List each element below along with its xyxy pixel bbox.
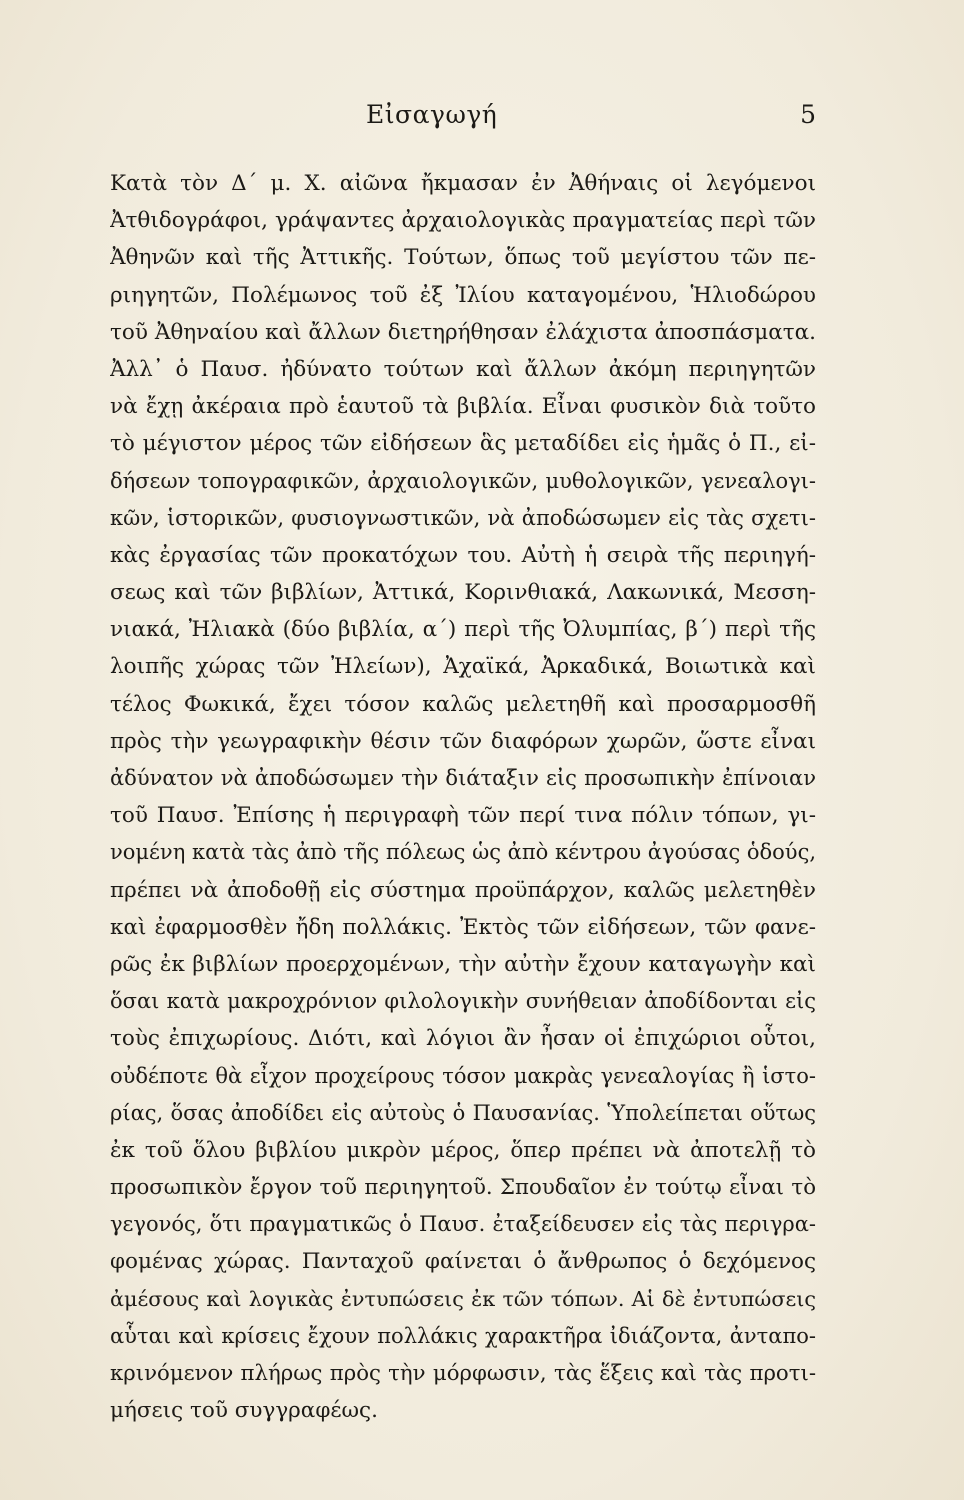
page-header <box>110 100 816 140</box>
text-line: Ἀλλ᾽ ὁ Παυσ. ἠδύνατο τούτων καὶ ἄλλων ἀκόμη περιηγητῶν <box>110 356 816 382</box>
text-line: κῶν, ἱστορικῶν, φυσιογνωστικῶν, νὰ ἀποδώσωμεν εἰς τὰς σχετι- <box>110 505 816 530</box>
text-line: τοὺς ἐπιχωρίους. Διότι, καὶ λόγιοι ἂν ἦσαν οἱ ἐπιχώριοι οὗτοι, <box>110 1026 816 1052</box>
text-line: προσωπικὸν ἔργον τοῦ περιηγητοῦ. Σπουδαῖον ἐν τούτῳ εἶναι τὸ <box>110 1175 816 1201</box>
text-line: κρινόμενον πλήρως πρὸς τὴν μόρφωσιν, τὰς ἕξεις καὶ τὰς προτι- <box>110 1361 816 1386</box>
text-line: αὗται καὶ κρίσεις ἔχουν πολλάκις χαρακτῆρα ἰδιάζοντα, ἀνταπο- <box>110 1323 816 1348</box>
page-number: 5 <box>800 100 816 129</box>
text-line: ρίας, ὅσας ἀποδίδει εἰς αὐτοὺς ὁ Παυσανίας. Ὑπολείπεται οὕτως <box>110 1100 816 1125</box>
text-line: πρὸς τὴν γεωγραφικὴν θέσιν τῶν διαφόρων χωρῶν, ὥστε εἶναι <box>110 728 816 754</box>
body-paragraph <box>110 165 816 1429</box>
text-line: μήσεις τοῦ συγγραφέως. <box>110 1398 378 1424</box>
text-line: Κατὰ τὸν Δ΄ μ. Χ. αἰῶνα ἤκμασαν ἐν Ἀθήναις οἱ λεγόμενοι <box>110 171 816 196</box>
text-line: λοιπῆς χώρας τῶν Ἠλείων), Ἀχαϊκά, Ἀρκαδικά, Βοιωτικὰ καὶ <box>110 654 816 680</box>
text-line: ριηγητῶν, Πολέμωνος τοῦ ἐξ Ἰλίου καταγομένου, Ἡλιοδώρου <box>110 282 816 308</box>
text-line: καὶ ἐφαρμοσθὲν ἤδη πολλάκις. Ἐκτὸς τῶν εἰδήσεων, τῶν φανε- <box>110 914 816 940</box>
text-line: ἀμέσους καὶ λογικὰς ἐντυπώσεις ἐκ τῶν τόπων. Αἱ δὲ ἐντυπώσεις <box>110 1286 816 1311</box>
text-line: πρέπει νὰ ἀποδοθῇ εἰς σύστημα προϋπάρχον, καλῶς μελετηθὲν <box>110 877 816 903</box>
text-line: τοῦ Παυσ. Ἐπίσης ἡ περιγραφὴ τῶν περί τινα πόλιν τόπων, γι- <box>110 803 816 829</box>
running-title: Εἰσαγωγή <box>366 100 498 129</box>
text-line: νομένη κατὰ τὰς ἀπὸ τῆς πόλεως ὡς ἀπὸ κέντρου ἀγούσας ὁδούς, <box>110 840 816 865</box>
text-line: γεγονός, ὅτι πραγματικῶς ὁ Παυσ. ἐταξείδευσεν εἰς τὰς περιγρα- <box>110 1212 816 1237</box>
text-line: Ἀθηνῶν καὶ τῆς Ἀττικῆς. Τούτων, ὅπως τοῦ μεγίστου τῶν πε- <box>110 245 816 271</box>
text-line: τὸ μέγιστον μέρος τῶν εἰδήσεων ἃς μεταδίδει εἰς ἡμᾶς ὁ Π., εἰ- <box>110 431 816 457</box>
text-line: σεως καὶ τῶν βιβλίων, Ἀττικά, Κορινθιακά, Λακωνικά, Μεσση- <box>110 580 816 606</box>
text-line: Ἀτθιδογράφοι, γράψαντες ἀρχαιολογικὰς πραγματείας περὶ τῶν <box>110 208 816 234</box>
text-line: νιακά, Ἠλιακὰ (δύο βιβλία, α΄) περὶ τῆς Ὀλυμπίας, β΄) περὶ τῆς <box>110 617 816 643</box>
text-line: κὰς ἐργασίας τῶν προκατόχων του. Αὐτὴ ἡ σειρὰ τῆς περιηγή- <box>110 542 816 568</box>
text-line: φομένας χώρας. Πανταχοῦ φαίνεται ὁ ἄνθρωπος ὁ δεχόμενος <box>110 1249 816 1275</box>
text-line: τέλος Φωκικά, ἔχει τόσον καλῶς μελετηθῆ καὶ προσαρμοσθῆ <box>110 691 816 717</box>
text-line: ὅσαι κατὰ μακροχρόνιον φιλολογικὴν συνήθειαν ἀποδίδονται εἰς <box>110 989 816 1014</box>
text-line: τοῦ Ἀθηναίου καὶ ἄλλων διετηρήθησαν ἐλάχιστα ἀποσπάσματα. <box>110 319 816 345</box>
text-line: οὐδέποτε θὰ εἶχον προχείρους τόσον μακρὰς γενεαλογίας ἢ ἱστο- <box>110 1063 816 1088</box>
text-line: ἀδύνατον νὰ ἀποδώσωμεν τὴν διάταξιν εἰς προσωπικὴν ἐπίνοιαν <box>110 766 816 790</box>
text-line: ἐκ τοῦ ὅλου βιβλίου μικρὸν μέρος, ὅπερ πρέπει νὰ ἀποτελῇ τὸ <box>110 1137 816 1163</box>
text-line: δήσεων τοπογραφικῶν, ἀρχαιολογικῶν, μυθολογικῶν, γενεαλογι- <box>110 468 816 493</box>
text-line: ρῶς ἐκ βιβλίων προερχομένων, τὴν αὐτὴν ἔχουν καταγωγὴν καὶ <box>110 951 816 977</box>
text-line: νὰ ἔχῃ ἀκέραια πρὸ ἑαυτοῦ τὰ βιβλία. Εἶναι φυσικὸν διὰ τοῦτο <box>110 394 816 420</box>
